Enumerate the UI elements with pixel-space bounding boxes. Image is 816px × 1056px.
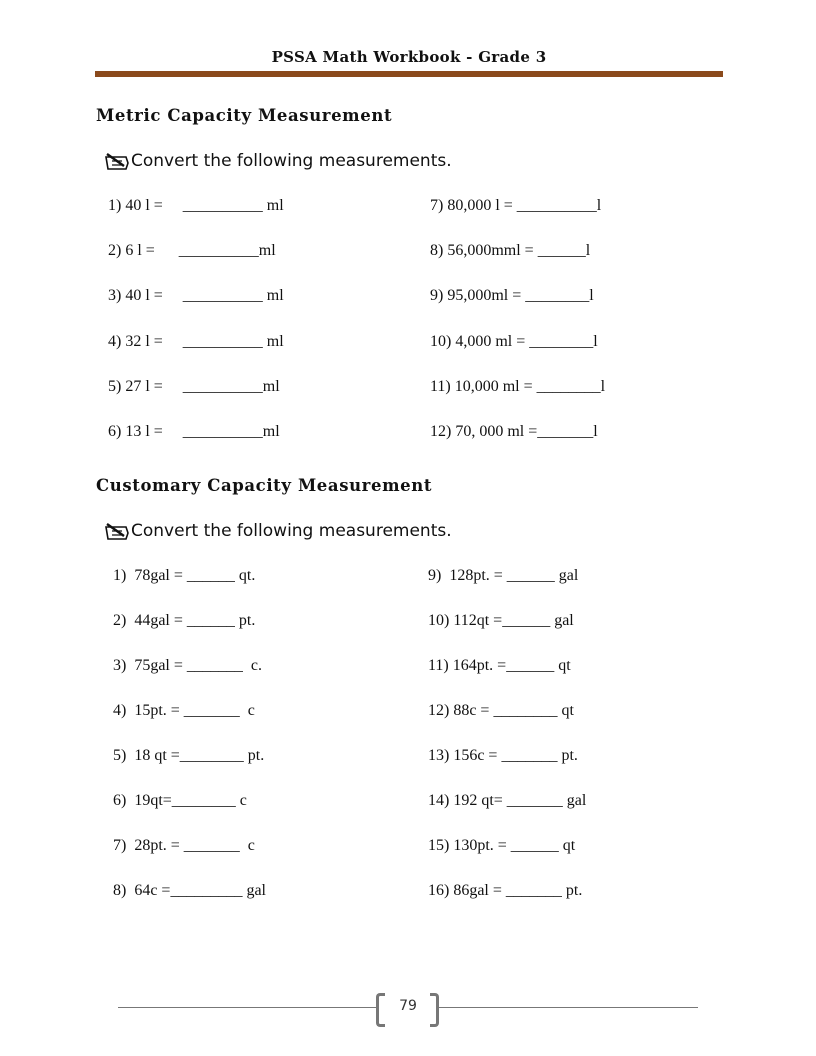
customary-question-11: 11) 164pt. =______ qt xyxy=(428,657,571,674)
metric-instruction xyxy=(104,151,452,171)
customary-question-10: 10) 112qt =______ gal xyxy=(428,612,574,629)
metric-question-2: 2) 6 l = __________ml xyxy=(108,242,276,259)
customary-question-5: 5) 18 qt =________ pt. xyxy=(113,747,265,764)
metric-question-5: 5) 27 l = __________ml xyxy=(108,378,280,395)
metric-question-12: 12) 70, 000 ml =_______l xyxy=(430,423,598,440)
customary-section-title: Customary Capacity Measurement xyxy=(96,476,433,495)
customary-question-16: 16) 86gal = _______ pt. xyxy=(428,882,583,899)
footer-line-right xyxy=(439,1007,698,1008)
customary-question-8: 8) 64c =_________ gal xyxy=(113,882,266,899)
customary-question-7: 7) 28pt. = _______ c xyxy=(113,837,255,854)
customary-question-6: 6) 19qt=________ c xyxy=(113,792,247,809)
metric-question-6: 6) 13 l = __________ml xyxy=(108,423,280,440)
customary-question-9: 9) 128pt. = ______ gal xyxy=(428,567,579,584)
customary-question-2: 2) 44gal = ______ pt. xyxy=(113,612,256,629)
page-number: 79 xyxy=(399,998,417,1014)
metric-question-4: 4) 32 l = __________ ml xyxy=(108,333,284,350)
customary-question-13: 13) 156c = _______ pt. xyxy=(428,747,578,764)
footer-bracket-left xyxy=(376,993,385,1027)
metric-section-title: Metric Capacity Measurement xyxy=(96,106,393,125)
metric-question-11: 11) 10,000 ml = ________l xyxy=(430,378,606,395)
pencil-icon xyxy=(104,521,130,541)
footer-bracket-right xyxy=(430,993,439,1027)
customary-question-4: 4) 15pt. = _______ c xyxy=(113,702,255,719)
metric-question-7: 7) 80,000 l = __________l xyxy=(430,197,602,214)
page-header: PSSA Math Workbook - Grade 3 xyxy=(271,48,547,66)
customary-question-12: 12) 88c = ________ qt xyxy=(428,702,574,719)
metric-question-10: 10) 4,000 ml = ________l xyxy=(430,333,598,350)
footer-line-left xyxy=(118,1007,376,1008)
metric-question-1: 1) 40 l = __________ ml xyxy=(108,197,284,214)
customary-question-3: 3) 75gal = _______ c. xyxy=(113,657,262,674)
metric-question-3: 3) 40 l = __________ ml xyxy=(108,287,284,304)
header-rule xyxy=(95,71,723,77)
customary-question-1: 1) 78gal = ______ qt. xyxy=(113,567,256,584)
customary-question-15: 15) 130pt. = ______ qt xyxy=(428,837,576,854)
pencil-icon xyxy=(104,151,130,171)
metric-instruction-text: Convert the following measurements. xyxy=(131,151,452,171)
metric-question-8: 8) 56,000mml = ______l xyxy=(430,242,591,259)
customary-instruction xyxy=(104,521,452,541)
metric-question-9: 9) 95,000ml = ________l xyxy=(430,287,594,304)
customary-question-14: 14) 192 qt= _______ gal xyxy=(428,792,587,809)
customary-instruction-text: Convert the following measurements. xyxy=(131,521,452,541)
